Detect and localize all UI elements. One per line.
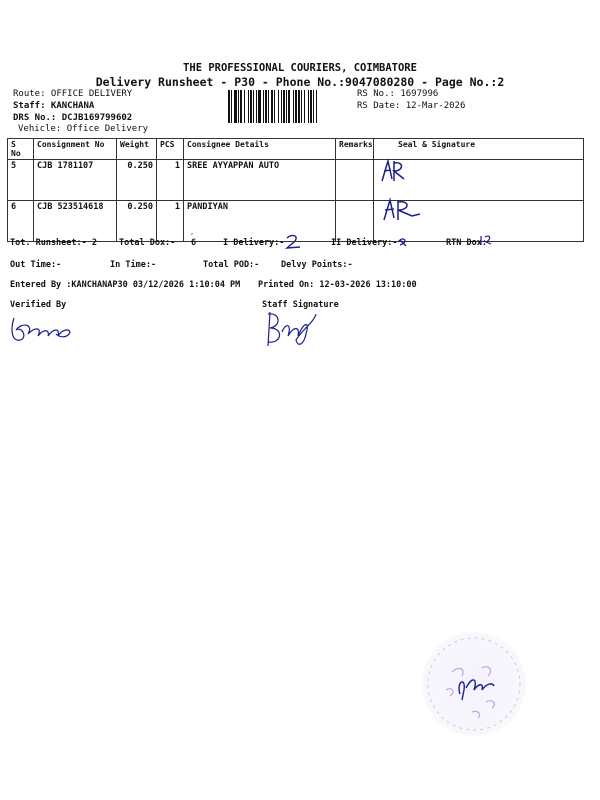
cell-pcs: 1 [157, 160, 184, 201]
in-time: In Time:- [110, 260, 157, 270]
signature-initials-row2 [380, 194, 430, 224]
delivery-points: Delvy Points:- [281, 260, 353, 270]
route-label: Route: OFFICE DELIVERY [13, 89, 133, 99]
rs-date: RS Date: 12-Mar-2026 [357, 101, 466, 111]
verified-signature [8, 312, 74, 346]
total-dox-value: 6 [191, 238, 197, 248]
verified-by-label: Verified By [10, 300, 67, 310]
total-dox: Total Dox:- [119, 238, 176, 248]
col-header-pcs: PCS [157, 139, 184, 160]
company-title: THE PROFESSIONAL COURIERS, COIMBATORE [183, 62, 417, 74]
ii-delivery: II Delivery:- [331, 238, 398, 248]
cell-sno: 5 [8, 160, 34, 201]
ink-dot: , [190, 228, 195, 236]
company-stamp [422, 632, 526, 736]
cell-consignee: SREE AYYAPPAN AUTO [184, 160, 336, 201]
cell-remarks [336, 201, 374, 242]
cell-consignee: PANDIYAN [184, 201, 336, 242]
runsheet-subtitle: Delivery Runsheet - P30 - Phone No.:9047080280 - Page No.:2 [95, 75, 505, 89]
vehicle-label: Vehicle: Office Delivery [18, 124, 149, 134]
staff-signature [262, 308, 324, 350]
cell-consignment: CJB 523514618 [34, 201, 117, 242]
cell-consignment: CJB 1781107 [34, 160, 117, 201]
rtn-dox-handwritten [478, 232, 494, 248]
cell-pcs: 1 [157, 201, 184, 242]
signature-initials-row1 [376, 155, 416, 187]
ii-delivery-handwritten [394, 234, 414, 250]
col-header-seal: Seal & Signature [374, 139, 584, 160]
col-header-consignment: Consignment No [34, 139, 117, 160]
table-header-row [8, 139, 584, 160]
rs-number: RS No.: 1697996 [357, 89, 439, 99]
staff-label: Staff: KANCHANA [13, 101, 95, 111]
staff-signature-label: Staff Signature [262, 300, 339, 310]
col-header-weight: Weight [117, 139, 157, 160]
i-delivery-handwritten [282, 232, 306, 252]
col-header-remarks: Remarks [336, 139, 374, 160]
col-header-consignee: Consignee Details [184, 139, 336, 160]
stamp-marks-icon [422, 632, 526, 736]
cell-sno: 6 [8, 201, 34, 242]
cell-remarks [336, 160, 374, 201]
rtn-dox: RTN Dox: [446, 238, 487, 248]
cell-weight: 0.250 [117, 160, 157, 201]
total-runsheet: Tot. Runsheet:- 2 [10, 238, 97, 248]
runsheet-table [7, 138, 584, 242]
col-header-sno: S No [8, 139, 34, 160]
i-delivery: I Delivery:- [223, 238, 285, 248]
printed-on: Printed On: 12-03-2026 13:10:00 [258, 280, 417, 290]
barcode-image [228, 90, 352, 123]
cell-weight: 0.250 [117, 201, 157, 242]
out-time: Out Time:- [10, 260, 62, 270]
total-pod: Total POD:- [203, 260, 260, 270]
table-row [8, 160, 584, 201]
entered-by: Entered By :KANCHANAP30 03/12/2026 1:10:04 PM [10, 280, 241, 290]
drs-number: DRS No.: DCJB169799602 [13, 113, 133, 123]
